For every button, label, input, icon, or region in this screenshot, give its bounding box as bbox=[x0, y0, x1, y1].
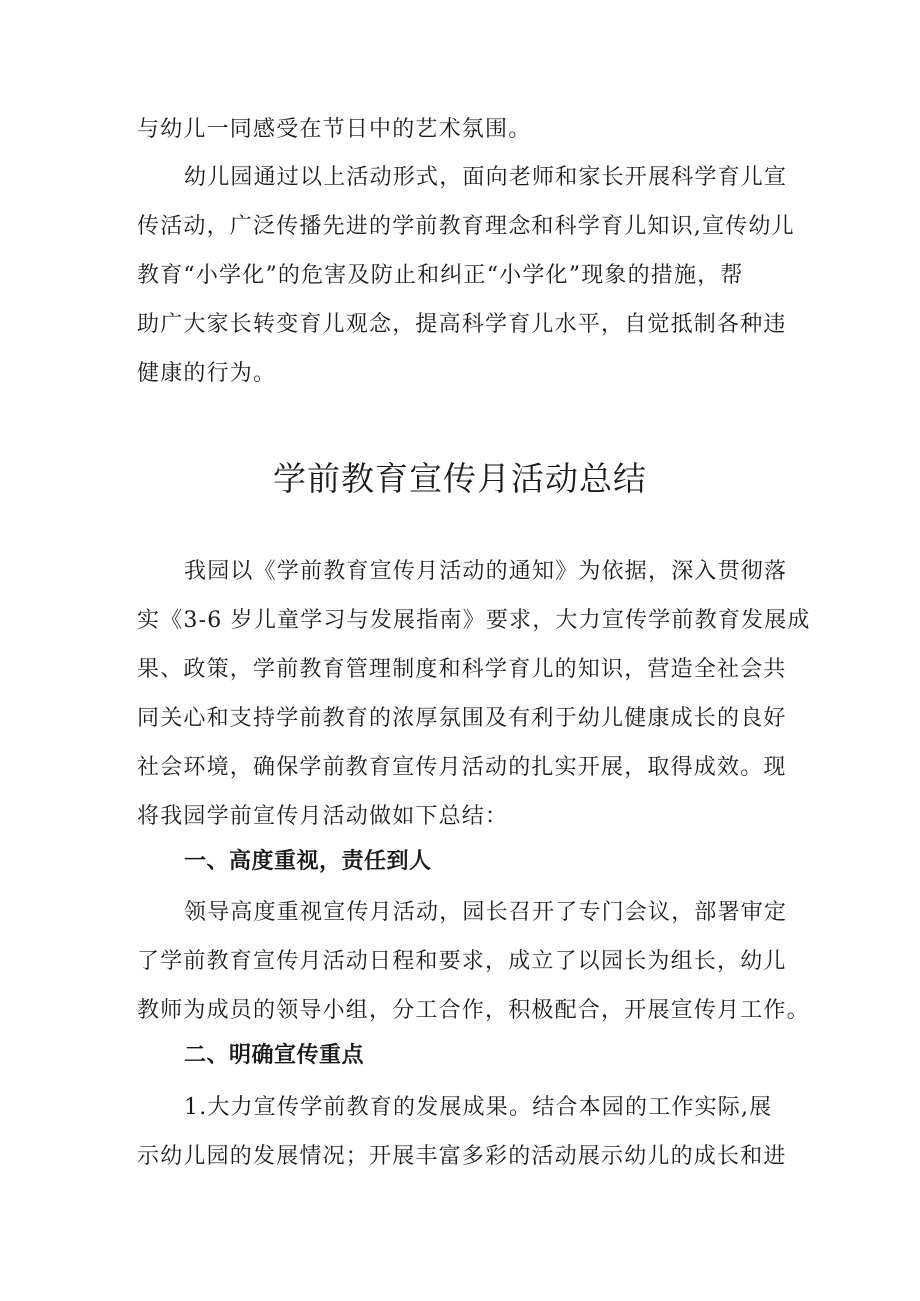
document-title: 学前教育宣传月活动总结 bbox=[273, 459, 647, 498]
section-1-heading: 一、高度重视，责任到人 bbox=[184, 849, 432, 874]
section-2-heading: 二、明确宣传重点 bbox=[184, 1043, 365, 1068]
summary-line-1: 我园以《学前教育宣传月活动的通知》为依据，深入贯彻落 bbox=[184, 559, 788, 584]
summary-line-3: 果、政策，学前教育管理制度和科学育儿的知识，营造全社会共 bbox=[137, 657, 787, 682]
intro-line-2: 传活动，广泛传播先进的学前教育理念和科学育儿知识,宣传幼儿 bbox=[137, 214, 795, 239]
section-2-line-1: 1.大力宣传学前教育的发展成果。结合本园的工作实际,展 bbox=[184, 1095, 773, 1120]
intro-line-1: 幼儿园通过以上活动形式，面向老师和家长开展科学育儿宣 bbox=[184, 165, 788, 190]
summary-line-4: 同关心和支持学前教育的浓厚氛围及有利于幼儿健康成长的良好 bbox=[137, 706, 787, 731]
section-1-line-2: 了学前教育宣传月活动日程和要求，成立了以园长为组长，幼儿 bbox=[137, 949, 787, 974]
intro-line-4: 助广大家长转变育儿观念，提高科学育儿水平，自觉抵制各种违 bbox=[137, 312, 787, 337]
section-2-line-2: 示幼儿园的发展情况；开展丰富多彩的活动展示幼儿的成长和进 bbox=[137, 1144, 787, 1169]
section-1-line-3: 教师为成员的领导小组，分工合作，积极配合，开展宣传月工作。 bbox=[137, 998, 810, 1023]
summary-line-5: 社会环境，确保学前教育宣传月活动的扎实开展，取得成效。现 bbox=[137, 755, 787, 780]
section-1-line-1: 领导高度重视宣传月活动，园长召开了专门会议，部署审定 bbox=[184, 900, 788, 925]
intro-line-3: 教育“小学化”的危害及防止和纠正“小学化”现象的措施，帮 bbox=[137, 263, 744, 288]
summary-line-2: 实《3-6 岁儿童学习与发展指南》要求，大力宣传学前教育发展成 bbox=[137, 608, 811, 633]
continuation-line-1: 与幼儿一同感受在节日中的艺术氛围。 bbox=[137, 117, 532, 142]
summary-line-6: 将我园学前宣传月活动做如下总结： bbox=[137, 804, 509, 829]
intro-line-5: 健康的行为。 bbox=[137, 361, 277, 386]
